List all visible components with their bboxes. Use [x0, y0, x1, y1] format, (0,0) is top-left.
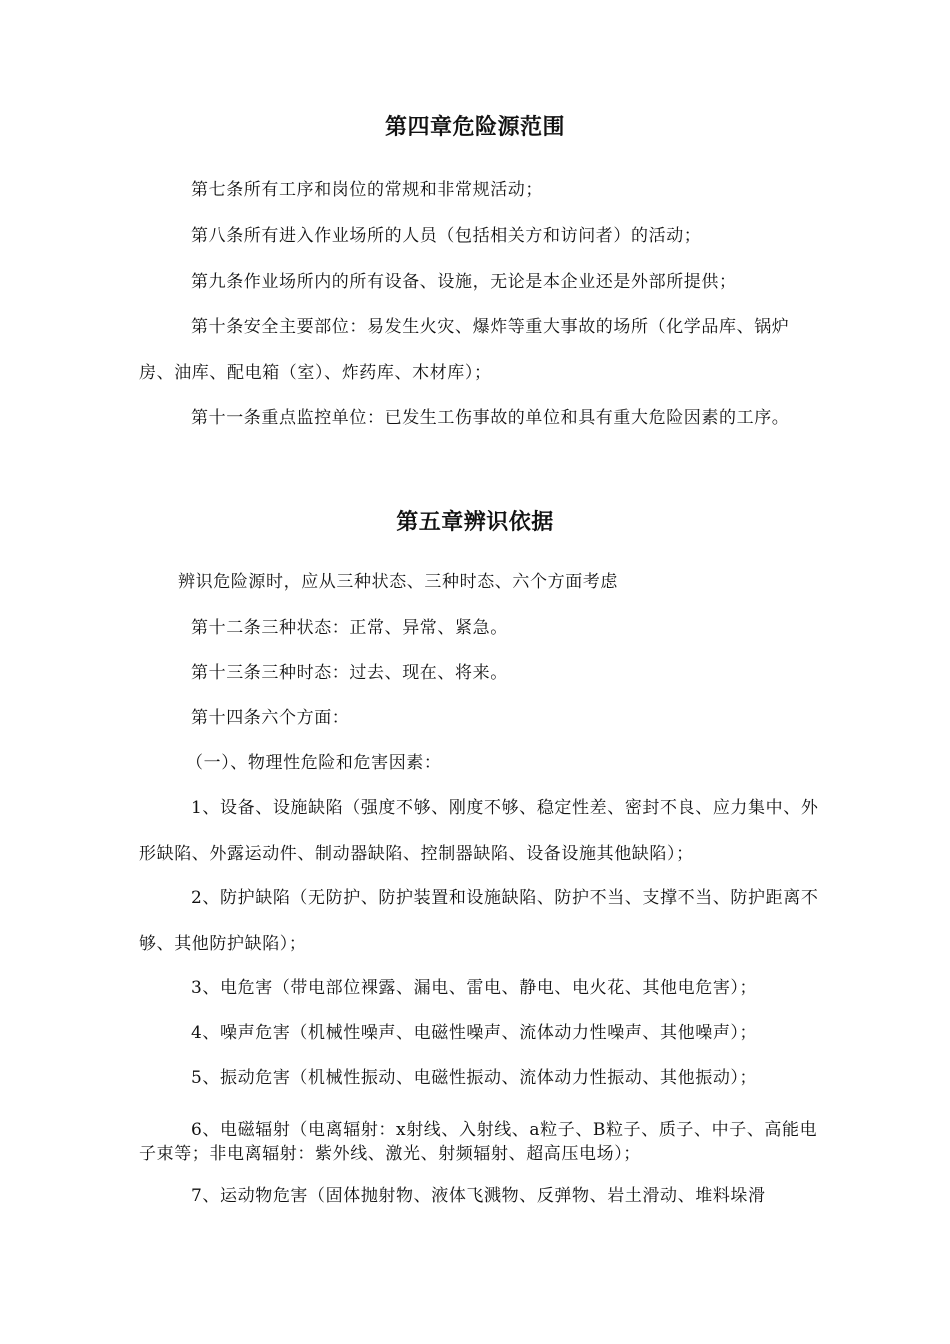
article-10: 第十条安全主要部位：易发生火灾、爆炸等重大事故的场所（化学品库、锅炉房、油库、配电箱（室）、炸药库、木材库）； — [139, 317, 790, 383]
subsection-1: （一）、物理性危险和危害因素： — [186, 753, 442, 773]
article-13: 第十三条三种时态：过去、现在、将来。 — [191, 663, 508, 683]
chapter-5-title: 第五章辨识依据 — [396, 510, 554, 535]
chapter-5-intro: 辨识危险源时，应从三种状态、三种时态、六个方面考虑 — [178, 572, 618, 592]
item-3: 3、电危害（带电部位裸露、漏电、雷电、静电、电火花、其他电危害）； — [191, 978, 758, 998]
article-8: 第八条所有进入作业场所的人员（包括相关方和访问者）的活动； — [191, 226, 702, 246]
item-2: 2、防护缺陷（无防护、防护装置和设施缺陷、防护不当、支撑不当、防护距离不够、其他防护缺陷）； — [139, 888, 819, 954]
chapter-4-title: 第四章危险源范围 — [384, 115, 565, 140]
item-1: 1、设备、设施缺陷（强度不够、刚度不够、稳定性差、密封不良、应力集中、外形缺陷、外露运动件、制动器缺陷、控制器缺陷、设备设施其他缺陷）； — [139, 798, 819, 864]
article-12: 第十二条三种状态：正常、异常、紧急。 — [191, 618, 508, 638]
article-14: 第十四条六个方面： — [191, 708, 350, 728]
item-5: 5、振动危害（机械性振动、电磁性振动、流体动力性振动、其他振动）； — [191, 1068, 758, 1088]
article-11: 第十一条重点监控单位：已发生工伤事故的单位和具有重大危险因素的工序。 — [191, 408, 790, 428]
item-6: 6、电磁辐射（电离辐射：x射线、入射线、a粒子、B粒子、质子、中子、高能电子束等；非电离辐射：紫外线、激光、射频辐射、超高压电场）； — [139, 1120, 818, 1164]
article-9: 第九条作业场所内的所有设备、设施，无论是本企业还是外部所提供； — [191, 272, 737, 292]
article-7: 第七条所有工序和岗位的常规和非常规活动； — [191, 180, 543, 200]
item-4: 4、噪声危害（机械性噪声、电磁性噪声、流体动力性噪声、其他噪声）； — [191, 1023, 758, 1043]
item-7: 7、运动物危害（固体抛射物、液体飞溅物、反弹物、岩土滑动、堆料垛滑 — [191, 1186, 766, 1206]
